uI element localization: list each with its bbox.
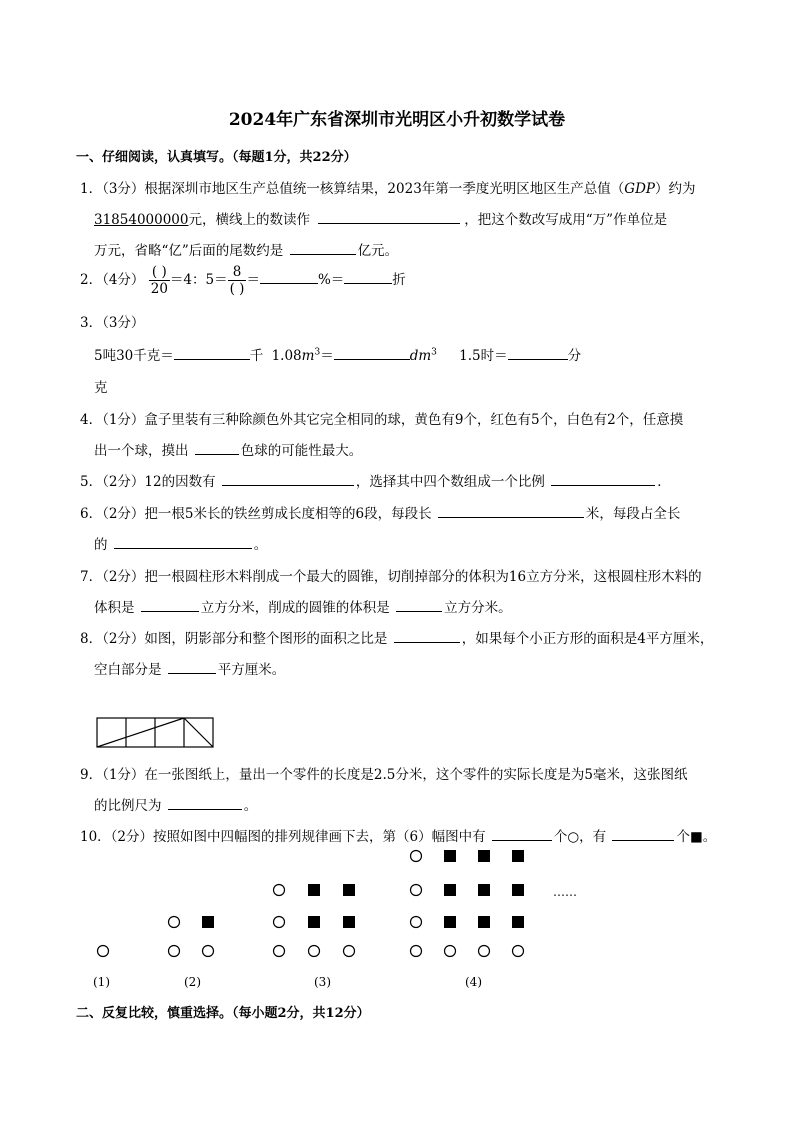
q1-text-b: ）约为 [655,181,696,197]
q6-text-b: 米，每段占全长 [585,506,681,522]
q9-text-b: 。 [243,798,258,814]
q5-text-b: ，选择其中四个数组成一个比例 [355,474,545,490]
q10-squares [202,850,524,928]
circle [274,917,285,928]
q1-number: 31854000000 [94,212,189,228]
q9-line2 [94,794,257,814]
q2-zhe: 折 [392,272,406,288]
q10-text-b: 个○，有 [553,829,607,845]
circle [479,946,490,957]
q3-a-text: 5吨30千克＝ [94,348,174,364]
q6-line2 [94,533,267,553]
q5-line [80,470,671,490]
square [308,884,320,896]
q6-line1 [80,502,680,522]
q8-long-diagonal [97,718,184,747]
q6-blank-fraction[interactable] [114,534,252,549]
square [512,916,524,928]
circle [98,946,109,957]
q1-blank-yi[interactable] [290,240,356,255]
q4-text-a: 出一个球，摸出 [94,443,189,459]
q7-text-c: 立方分米。 [444,600,512,616]
circle [169,946,180,957]
circle [309,946,320,957]
q9-blank-scale[interactable] [168,795,242,810]
square [478,884,490,896]
q1-text-a: 1．（3分）根据深圳市地区生产总值统一核算结果，2023年第一季度光明区地区生产总值（ [80,181,625,197]
section-2-heading: 二、反复比较，慎重选择。（每小题2分，共12分） [76,1006,370,1021]
circle [411,885,422,896]
page-title: 2024年广东省深圳市光明区小升初数学试卷 [228,110,566,130]
q2-blank-decimal[interactable] [260,269,318,284]
q3-c-text: 1.5时＝ [459,348,508,364]
q10-pattern-figure [88,845,588,965]
q2-frac2-numerator: 8 [228,264,247,281]
q6-text-c: 的 [94,537,108,553]
square [444,884,456,896]
square [444,916,456,928]
q3-line [94,344,581,364]
q1-text-d: ，把这个数改写成用“万”作单位是 [464,212,668,228]
q3-dm-unit: dm [409,348,432,364]
q8-text-a: 8．（2分）如图，阴影部分和整个图形的面积之比是 [80,631,388,647]
q2-ratio: ＝4：5＝ [169,272,228,288]
q10-label-2: (2) [184,975,201,989]
q4-blank-color[interactable] [195,440,239,455]
q4-text-b: 色球的可能性最大。 [240,443,363,459]
q3-c-unit: 分 [567,348,582,364]
q9-text-a: 的比例尺为 [94,798,162,814]
square [343,884,355,896]
q6-text-d: 。 [253,537,268,553]
q3-blank-a[interactable] [174,345,250,360]
q10-text-c: 个■。 [676,829,717,845]
q8-text-b: ，如果每个小正方形的面积是4平方厘米， [461,631,714,647]
q2-equals: ＝ [246,272,260,288]
q1-line2 [94,208,667,228]
circle [203,946,214,957]
q2-fraction-2 [228,264,247,297]
q4-line2 [94,439,362,459]
q3-a-unit: 千 [249,348,264,364]
q6-blank-length[interactable] [438,503,584,518]
q3-dm-sup: 3 [431,347,437,358]
q3-blank-b[interactable] [334,345,410,360]
q8-line1 [80,627,713,647]
q8-figure [96,717,216,749]
square [478,916,490,928]
q6-text-a: 6．（2分）把一根5米长的铁丝剪成长度相等的6段，每段长 [80,506,432,522]
q3-blank-c[interactable] [508,345,568,360]
q2-frac2-denominator[interactable]: ( ) [229,281,245,297]
q5-blank-factors[interactable] [222,471,354,486]
q1-gdp: GDP [624,181,655,197]
q3-b-unit: m [301,348,315,364]
q2-blank-zhe[interactable] [344,269,392,284]
q1-text-e: 万元，省略“亿”后面的尾数约是 [94,243,284,259]
q7-blank-cylinder[interactable] [141,597,199,612]
q1-blank-reading[interactable] [318,209,460,224]
q8-blank-ratio[interactable] [394,628,460,643]
q2-frac1-numerator[interactable]: ( ) [149,264,170,281]
q1-text-f: 亿元。 [357,243,399,259]
square [512,850,524,862]
q8-text-c: 空白部分是 [94,662,162,678]
q1-line1 [80,177,696,197]
q3-b-value: 1.08 [271,348,302,364]
q10-line [80,825,716,845]
q1-line3 [94,239,398,259]
square [308,916,320,928]
q10-text-a: 10．（2分）按照如图中四幅图的排列规律画下去，第（6）幅图中有 [80,829,486,845]
q2-fraction-1 [149,264,170,297]
q10-label-4: (4) [465,975,482,989]
section-1-heading: 一、仔细阅读，认真填写。（每题1分，共22分） [76,150,357,165]
square [478,850,490,862]
q1-text-c: 元，横线上的数读作 [188,212,310,228]
q3-prefix: 3．（3分） [80,315,145,331]
q8-text-d: 平方厘米。 [217,662,286,678]
q5-text-c: ． [657,474,671,490]
circle [169,917,180,928]
q8-line2 [94,658,285,678]
q5-blank-proportion[interactable] [551,471,655,486]
q4-line1: 4．（1分）盒子里装有三种除颜色外其它完全相同的球，黄色有9个，红色有5个，白色有2个，任意摸 [80,412,684,428]
circle [411,946,422,957]
circle [513,946,524,957]
circle [411,851,422,862]
square [202,916,214,928]
q3-b-sup: 3 [314,347,321,358]
q5-text-a: 5．（2分）12的因数有 [80,474,216,490]
q2-percent: %＝ [317,272,345,288]
q2-frac1-denominator: 20 [150,281,168,297]
q7-line1: 7．（2分）把一根圆柱形木料削成一个最大的圆锥，切削掉部分的体积为16立方分米，这根圆柱形木料的 [80,569,702,585]
square [512,884,524,896]
circle [274,946,285,957]
q7-text-b: 立方分米，削成的圆锥的体积是 [200,600,390,616]
circle [411,917,422,928]
circle [274,885,285,896]
q10-label-1: (1) [93,975,110,989]
q3-ke: 克 [94,380,108,396]
circle [344,946,355,957]
q9-line1: 9．（1分）在一张图纸上，量出一个零件的长度是2.5分米，这个零件的实际长度是为5毫米，这张图纸 [80,767,688,783]
q10-blank-squares[interactable] [612,826,674,841]
q7-text-a: 体积是 [94,600,135,616]
q8-short-diagonal [184,718,213,747]
q2-prefix: 2．（4分） [80,272,145,288]
q10-circles [98,851,524,957]
q10-ellipsis: …… [553,885,577,899]
q7-blank-cone[interactable] [396,597,442,612]
q7-line2 [94,596,512,616]
q10-blank-circles[interactable] [492,826,552,841]
square [444,850,456,862]
q8-blank-area[interactable] [168,659,216,674]
q2-line [80,264,406,297]
square [343,916,355,928]
circle [445,946,456,957]
q10-label-3: (3) [314,975,331,989]
q3-b-eq: ＝ [320,348,334,364]
